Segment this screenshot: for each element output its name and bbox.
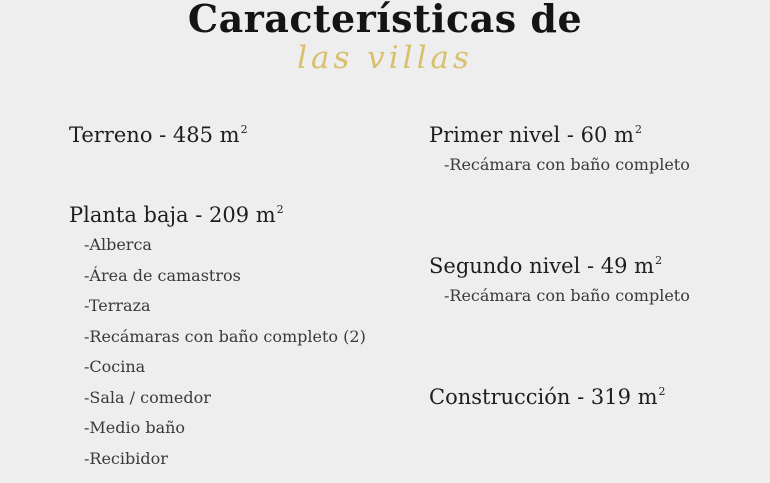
planta-baja-heading [69, 195, 366, 230]
construccion-heading [429, 377, 666, 412]
list-item: -Medio baño [84, 418, 186, 437]
planta-baja-label: Planta baja - 209 m [69, 203, 276, 227]
segundo-nivel-label: Segundo nivel - 49 m [429, 254, 655, 278]
list-item: -Terraza [84, 296, 151, 315]
terreno-section [69, 115, 248, 150]
terreno-unit-exponent: 2 [240, 123, 248, 136]
segundo-nivel-unit-exponent: 2 [655, 254, 663, 267]
list-item: -Recámaras con baño completo (2) [84, 326, 366, 346]
primer-nivel-label: Primer nivel - 60 m [429, 123, 634, 147]
primer-nivel-section [429, 115, 690, 181]
terreno-label: Terreno - 485 m [69, 123, 240, 147]
list-item: -Recámara con baño completo [444, 286, 690, 305]
construccion-section [429, 377, 666, 412]
construccion-unit-exponent: 2 [658, 385, 666, 398]
page-subtitle: las villas [297, 40, 473, 76]
planta-baja-unit-exponent: 2 [276, 203, 284, 216]
terreno-heading [69, 115, 248, 150]
list-item: -Recámara con baño completo [444, 155, 690, 174]
list-item: -Cocina [84, 357, 146, 376]
list-item: -Sala / comedor [84, 387, 211, 407]
list-item: -Alberca [84, 235, 152, 254]
construccion-label: Construcción - 319 m [429, 385, 658, 409]
page-title: Características de [187, 0, 583, 41]
planta-baja-list [69, 230, 366, 474]
segundo-nivel-section [429, 246, 690, 312]
list-item: -Recibidor [84, 448, 168, 468]
primer-nivel-unit-exponent: 2 [634, 123, 642, 136]
planta-baja-section [69, 195, 366, 474]
primer-nivel-heading [429, 115, 690, 150]
list-item: -Área de camastros [84, 265, 241, 285]
segundo-nivel-heading [429, 246, 690, 281]
